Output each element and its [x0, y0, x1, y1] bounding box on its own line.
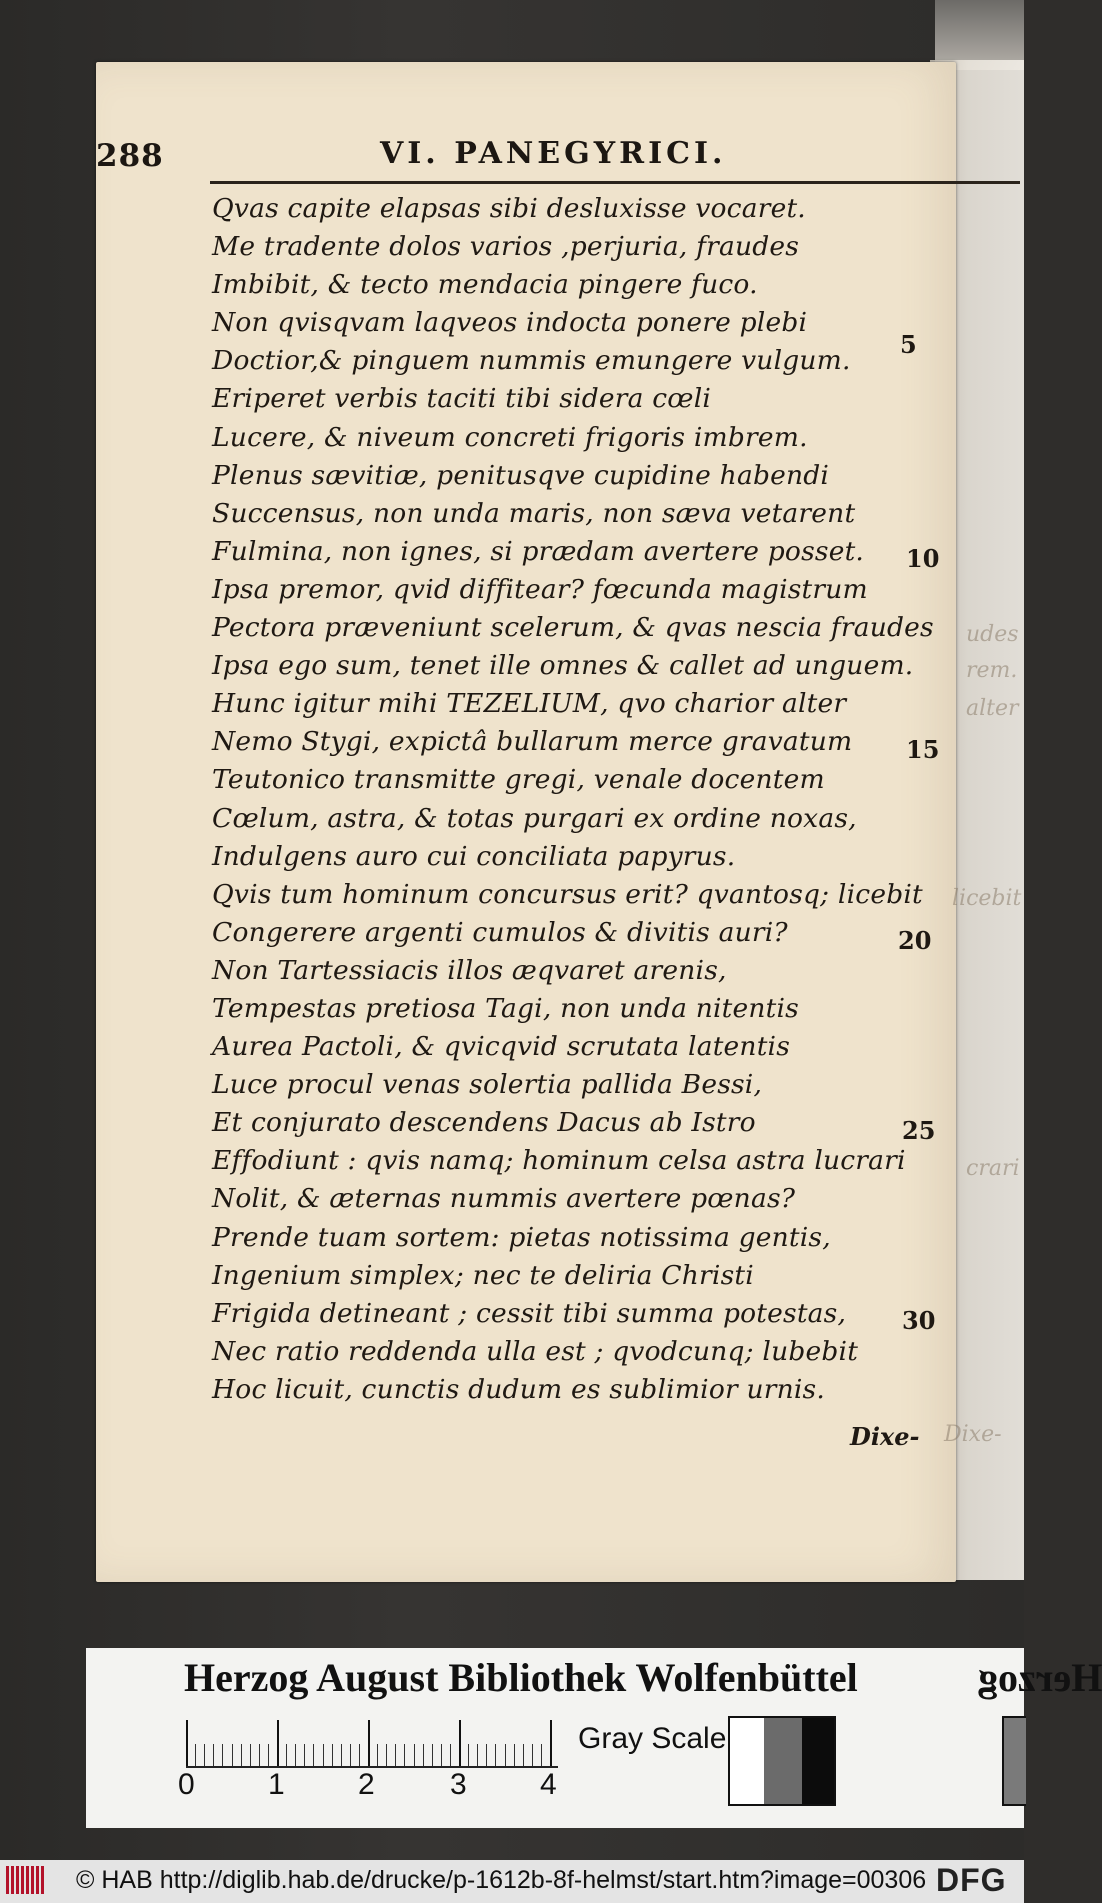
library-name-mirrored: Herzog	[978, 1655, 1102, 1700]
gray-scale-label: Gray Scale	[578, 1722, 727, 1755]
verse-line: Et conjurato descendens Dacus ab Istro	[212, 1107, 756, 1139]
verse-line: Pectora præveniunt scelerum, & qvas nescia fraudes	[212, 612, 934, 644]
ruler-tick	[550, 1720, 552, 1766]
ruler-tick	[250, 1744, 251, 1766]
ruler-tick	[213, 1744, 214, 1766]
verse-line: Hoc licuit, cunctis dudum es sublimior urnis.	[212, 1373, 825, 1405]
gray-swatch-mid	[764, 1716, 802, 1806]
ruler-tick	[541, 1744, 542, 1766]
ruler-tick	[459, 1720, 461, 1766]
verse-line: Ipsa ego sum, tenet ille omnes & callet ad unguem.	[212, 650, 914, 682]
show-through-text: Dixe-	[944, 1422, 1002, 1447]
verse-line: Imbibit, & tecto mendacia pingere fuco.	[212, 269, 758, 301]
verse-line: Ipsa premor, qvid diffitear? fœcunda magistrum	[212, 573, 868, 605]
ruler-label: 2	[358, 1768, 375, 1801]
ruler-tick	[505, 1744, 506, 1766]
running-head: VI. PANEGYRICI.	[380, 136, 727, 171]
ruler-tick	[295, 1744, 296, 1766]
verse-line: Cœlum, astra, & totas purgari ex ordine noxas,	[212, 802, 857, 834]
ruler-tick	[241, 1744, 242, 1766]
ruler-tick	[350, 1744, 351, 1766]
verse-line: Non qvisqvam laqveos indocta ponere plebi	[212, 307, 808, 339]
credit-url[interactable]: © HAB http://diglib.hab.de/drucke/p-1612b-8f-helmst/start.htm?image=00306	[76, 1866, 927, 1894]
measurement-ruler	[186, 1716, 558, 1776]
show-through-text: crari	[966, 1156, 1020, 1181]
ruler-label: 3	[450, 1768, 467, 1801]
ruler-tick	[286, 1744, 287, 1766]
ruler-tick	[523, 1744, 524, 1766]
ruler-label: 0	[178, 1768, 195, 1801]
line-number: 20	[898, 926, 932, 955]
ruler-tick	[532, 1744, 533, 1766]
ruler-tick	[477, 1744, 478, 1766]
verse-line: Me tradente dolos varios ,perjuria, fraudes	[212, 231, 800, 263]
show-through-text: licebit	[952, 886, 1022, 911]
ruler-tick	[395, 1744, 396, 1766]
verse-line: Qvis tum hominum concursus erit? qvantosq; licebit	[212, 878, 923, 910]
ruler-tick	[195, 1744, 196, 1766]
ruler-tick	[277, 1720, 279, 1766]
verse-line: Nolit, & æternas nummis avertere pœnas?	[212, 1183, 796, 1215]
ruler-tick	[423, 1744, 424, 1766]
header-rule	[210, 181, 1020, 184]
gray-swatch-edge	[1002, 1716, 1026, 1806]
verse-line: Teutonico transmitte gregi, venale docentem	[212, 764, 825, 796]
verse-line: Nec ratio reddenda ulla est ; qvodcunq; lubebit	[212, 1335, 859, 1367]
line-number: 10	[906, 544, 940, 573]
line-number: 5	[900, 330, 917, 359]
ruler-tick	[232, 1744, 233, 1766]
ruler-tick	[368, 1720, 370, 1766]
line-number: 15	[906, 735, 940, 764]
ruler-tick	[404, 1744, 405, 1766]
verse-line: Indulgens auro cui conciliata papyrus.	[212, 840, 736, 872]
show-through-text: alter	[966, 696, 1019, 721]
verse-line: Lucere, & niveum concreti frigoris imbrem.	[212, 421, 808, 453]
line-number: 25	[902, 1116, 936, 1145]
verse-line: Congerere argenti cumulos & divitis auri?	[212, 916, 788, 948]
verse-line: Plenus sævitiæ, penitusqve cupidine habendi	[212, 459, 830, 491]
ruler-tick	[468, 1744, 469, 1766]
dfg-logo: DFG	[936, 1862, 1007, 1898]
verse-line: Succensus, non unda maris, non sæva vetarent	[212, 497, 856, 529]
ruler-tick	[441, 1744, 442, 1766]
ruler-tick	[514, 1744, 515, 1766]
ruler-tick	[259, 1744, 260, 1766]
ruler-tick	[304, 1744, 305, 1766]
verse-line: Frigida detineant ; cessit tibi summa potestas,	[212, 1297, 847, 1329]
verse-line: Ingenium simplex; nec te deliria Christi	[212, 1259, 754, 1291]
gray-swatch-black	[802, 1716, 836, 1806]
ruler-tick	[414, 1744, 415, 1766]
ruler-tick	[332, 1744, 333, 1766]
ruler-tick	[341, 1744, 342, 1766]
verse-line: Eriperet verbis taciti tibi sidera cœli	[212, 383, 712, 415]
ruler-tick	[313, 1744, 314, 1766]
verse-line: Doctior,& pinguem nummis emungere vulgum.	[212, 345, 851, 377]
ruler-tick	[386, 1744, 387, 1766]
catchword: Dixe-	[850, 1422, 920, 1451]
line-number: 30	[902, 1306, 936, 1335]
ruler-label: 4	[540, 1768, 557, 1801]
gray-swatch-white	[728, 1716, 766, 1806]
ruler-tick	[186, 1720, 188, 1766]
verse-line: Effodiunt : qvis namq; hominum celsa astra lucrari	[212, 1145, 906, 1177]
verse-line: Tempestas pretiosa Tagi, non unda nitentis	[212, 992, 799, 1024]
verse-text	[212, 190, 932, 1409]
verse-line: Non Tartessiacis illos æqvaret arenis,	[212, 954, 727, 986]
ruler-tick	[377, 1744, 378, 1766]
ruler-tick	[432, 1744, 433, 1766]
ruler-tick	[204, 1744, 205, 1766]
ruler-tick	[323, 1744, 324, 1766]
ruler-tick	[495, 1744, 496, 1766]
verse-line: Luce procul venas solertia pallida Bessi,	[212, 1069, 763, 1101]
verse-line: Qvas capite elapsas sibi desluxisse vocaret.	[212, 193, 806, 224]
ruler-tick	[450, 1744, 451, 1766]
ruler-tick	[268, 1744, 269, 1766]
ruler-label: 1	[268, 1768, 285, 1801]
show-through-text: udes	[966, 622, 1019, 647]
verse-line: Nemo Stygi, expictâ bullarum merce gravatum	[212, 726, 853, 758]
ruler-tick	[359, 1744, 360, 1766]
ruler-tick	[486, 1744, 487, 1766]
page-folio-number: 288	[96, 138, 164, 174]
verse-line: Hunc igitur mihi TEZELIUM, qvo charior alter	[212, 688, 847, 720]
verse-line: Prende tuam sortem: pietas notissima gentis,	[212, 1221, 831, 1253]
library-name: Herzog August Bibliothek Wolfenbüttel	[184, 1655, 858, 1700]
verse-line: Aurea Pactoli, & qvicqvid scrutata latentis	[212, 1031, 791, 1063]
hab-barcode-logo-icon	[6, 1866, 46, 1894]
verse-line: Fulmina, non ignes, si prædam avertere posset.	[212, 535, 865, 567]
ruler-tick	[222, 1744, 223, 1766]
show-through-text: rem.	[966, 658, 1018, 683]
